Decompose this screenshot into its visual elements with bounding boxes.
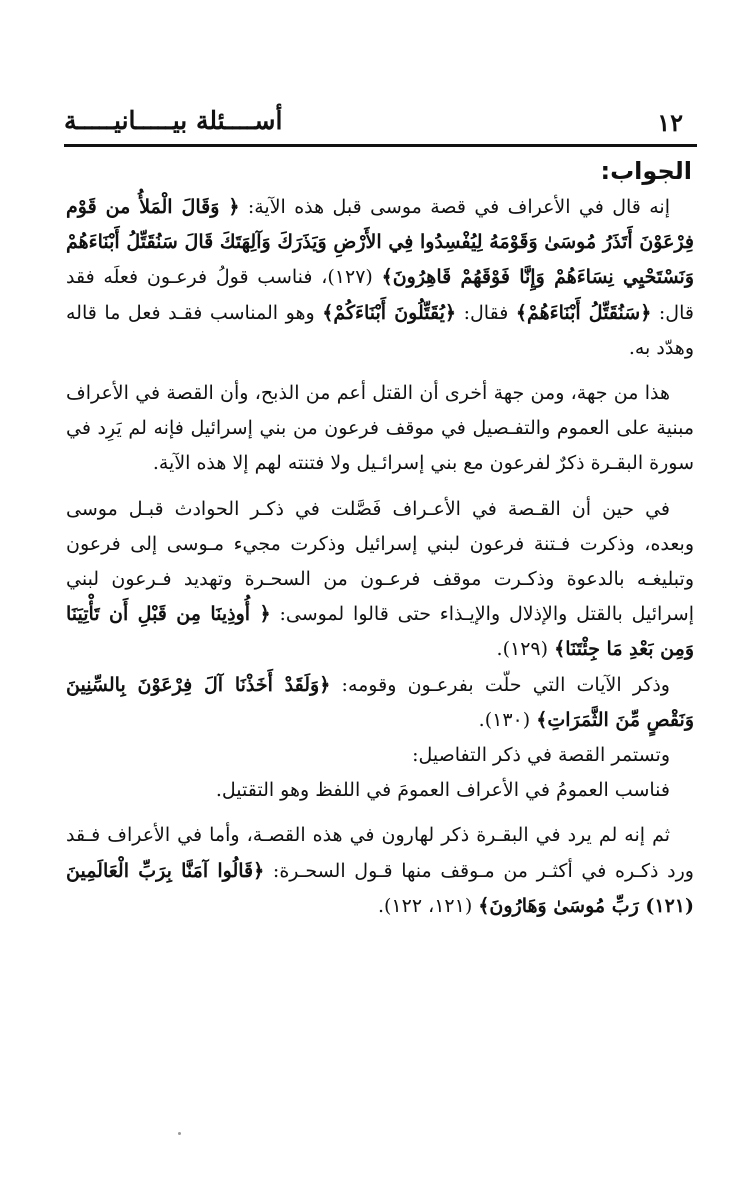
paragraph-4-text-b: (١٣٠).: [478, 708, 537, 731]
paragraph-3-text-b: (١٢٩).: [496, 638, 555, 661]
quran-quote-sanuqattil: ﴿سَنُقَتِّلُ أَبْنَاءَهُمْ﴾: [515, 301, 652, 324]
page-number: ١٢: [657, 108, 683, 137]
paragraph-6: فناسب العمومُ في الأعراف العمومَ في اللفظ وهو التقتيل.: [215, 779, 670, 802]
paragraph-4: [66, 668, 694, 738]
paragraph-7: [66, 818, 694, 924]
paragraph-5: وتستمر القصة في ذكر التفاصيل:: [412, 744, 670, 767]
paragraph-7-text-a: ثم إنه لم يرد في البقـرة ذكر لهارون في هذه القصـة، وأما في الأعراف فـقد ورد ذكـره في أكثـر من مـوقف منها قـول السحـرة:: [66, 824, 694, 882]
book-title: أســــئلة بيـــــانيـــــة: [64, 106, 283, 135]
paragraph-1: [66, 190, 694, 366]
answer-heading: الجواب:: [600, 157, 692, 185]
paragraph-7-text-b: (١٢١، ١٢٢).: [377, 894, 479, 917]
quran-quote-129: ﴿ أُوذِينَا مِن قَبْلِ أَن تَأْتِيَنَا وَمِن بَعْدِ مَا جِئْتَنَا﴾: [66, 603, 694, 661]
paragraph-1-text-a: إنه قال في الأعراف في قصة موسى قبل هذه الآية:: [239, 196, 670, 218]
paragraph-1-text-d: وهو المناسب فقـد فعل ما قاله وهدّد به.: [66, 301, 694, 359]
scan-dot: [178, 1132, 181, 1135]
paragraph-4-text-a: وذكر الآيات التي حلّت بفرعـون وقومه:: [330, 673, 670, 696]
quran-quote-yuqattilun: ﴿يُقَتِّلُونَ أَبْنَاءَكُمْ﴾: [322, 301, 457, 324]
paragraph-3: [66, 492, 694, 668]
quran-quote-127: ﴿ وَقَالَ الْمَلأُ من قَوْم فِرْعَوْنَ أَتَذَرُ مُوسَىٰ وَقَوْمَهُ لِيُفْسِدُوا فِي الأَرْضِ وَيَذَرَكَ وَآلِهَتَكَ قَالَ سَنُقَتِّلُ أَبْنَاءَهُمْ وَنَسْتَحْيِي نِسَاءَهُمْ وَإِنَّا فَوْقَهُمْ قَاهِرُونَ﴾: [66, 196, 694, 289]
paragraph-3-text-a: في حين أن القـصة في الأعـراف فَصَّلت في ذكـر الحوادث قبـل موسى وبعده، وذكرت فـتنة فرعون لبني إسرائيل وذكرت مجيء مـوسى إلى فرعون وتبليغـه بالدعوة وذكـرت موقف فرعـون من السحـرة وتهديد فـرعون لبني إسرائيل بالقتل والإذلال والإيـذاء حتى قالوا لموسى:: [66, 497, 694, 626]
header-rule: [64, 144, 697, 147]
page-body: [66, 152, 694, 924]
quran-quote-121-122: ﴿قَالُوا آمَنَّا بِرَبِّ الْعَالَمِينَ (١٢١) رَبِّ مُوسَىٰ وَهَارُونَ﴾: [66, 859, 694, 917]
paragraph-1-text-c: فقال:: [456, 301, 516, 324]
paragraph-2: هذا من جهة، ومن جهة أخرى أن القتل أعم من الذبح، وأن القصة في الأعراف مبنية على العموم والتفـصيل في موقف فرعون من بني إسرائيل فإنه لم يَرِد في سورة البقـرة ذكرٌ لفرعون مع بني إسرائـيل ولا فتنته لهم إلا هذه الآية.: [66, 382, 694, 475]
quran-quote-130: ﴿وَلَقَدْ أَخَذْنَا آلَ فِرْعَوْنَ بِالسِّنِينَ وَنَقْصٍ مِّنَ الثَّمَرَاتِ﴾: [66, 673, 694, 731]
running-header: [64, 104, 697, 140]
paragraph-1-text-b: (١٢٧)، فناسب قولُ فرعـون فعلَه فقد قال:: [66, 266, 694, 324]
